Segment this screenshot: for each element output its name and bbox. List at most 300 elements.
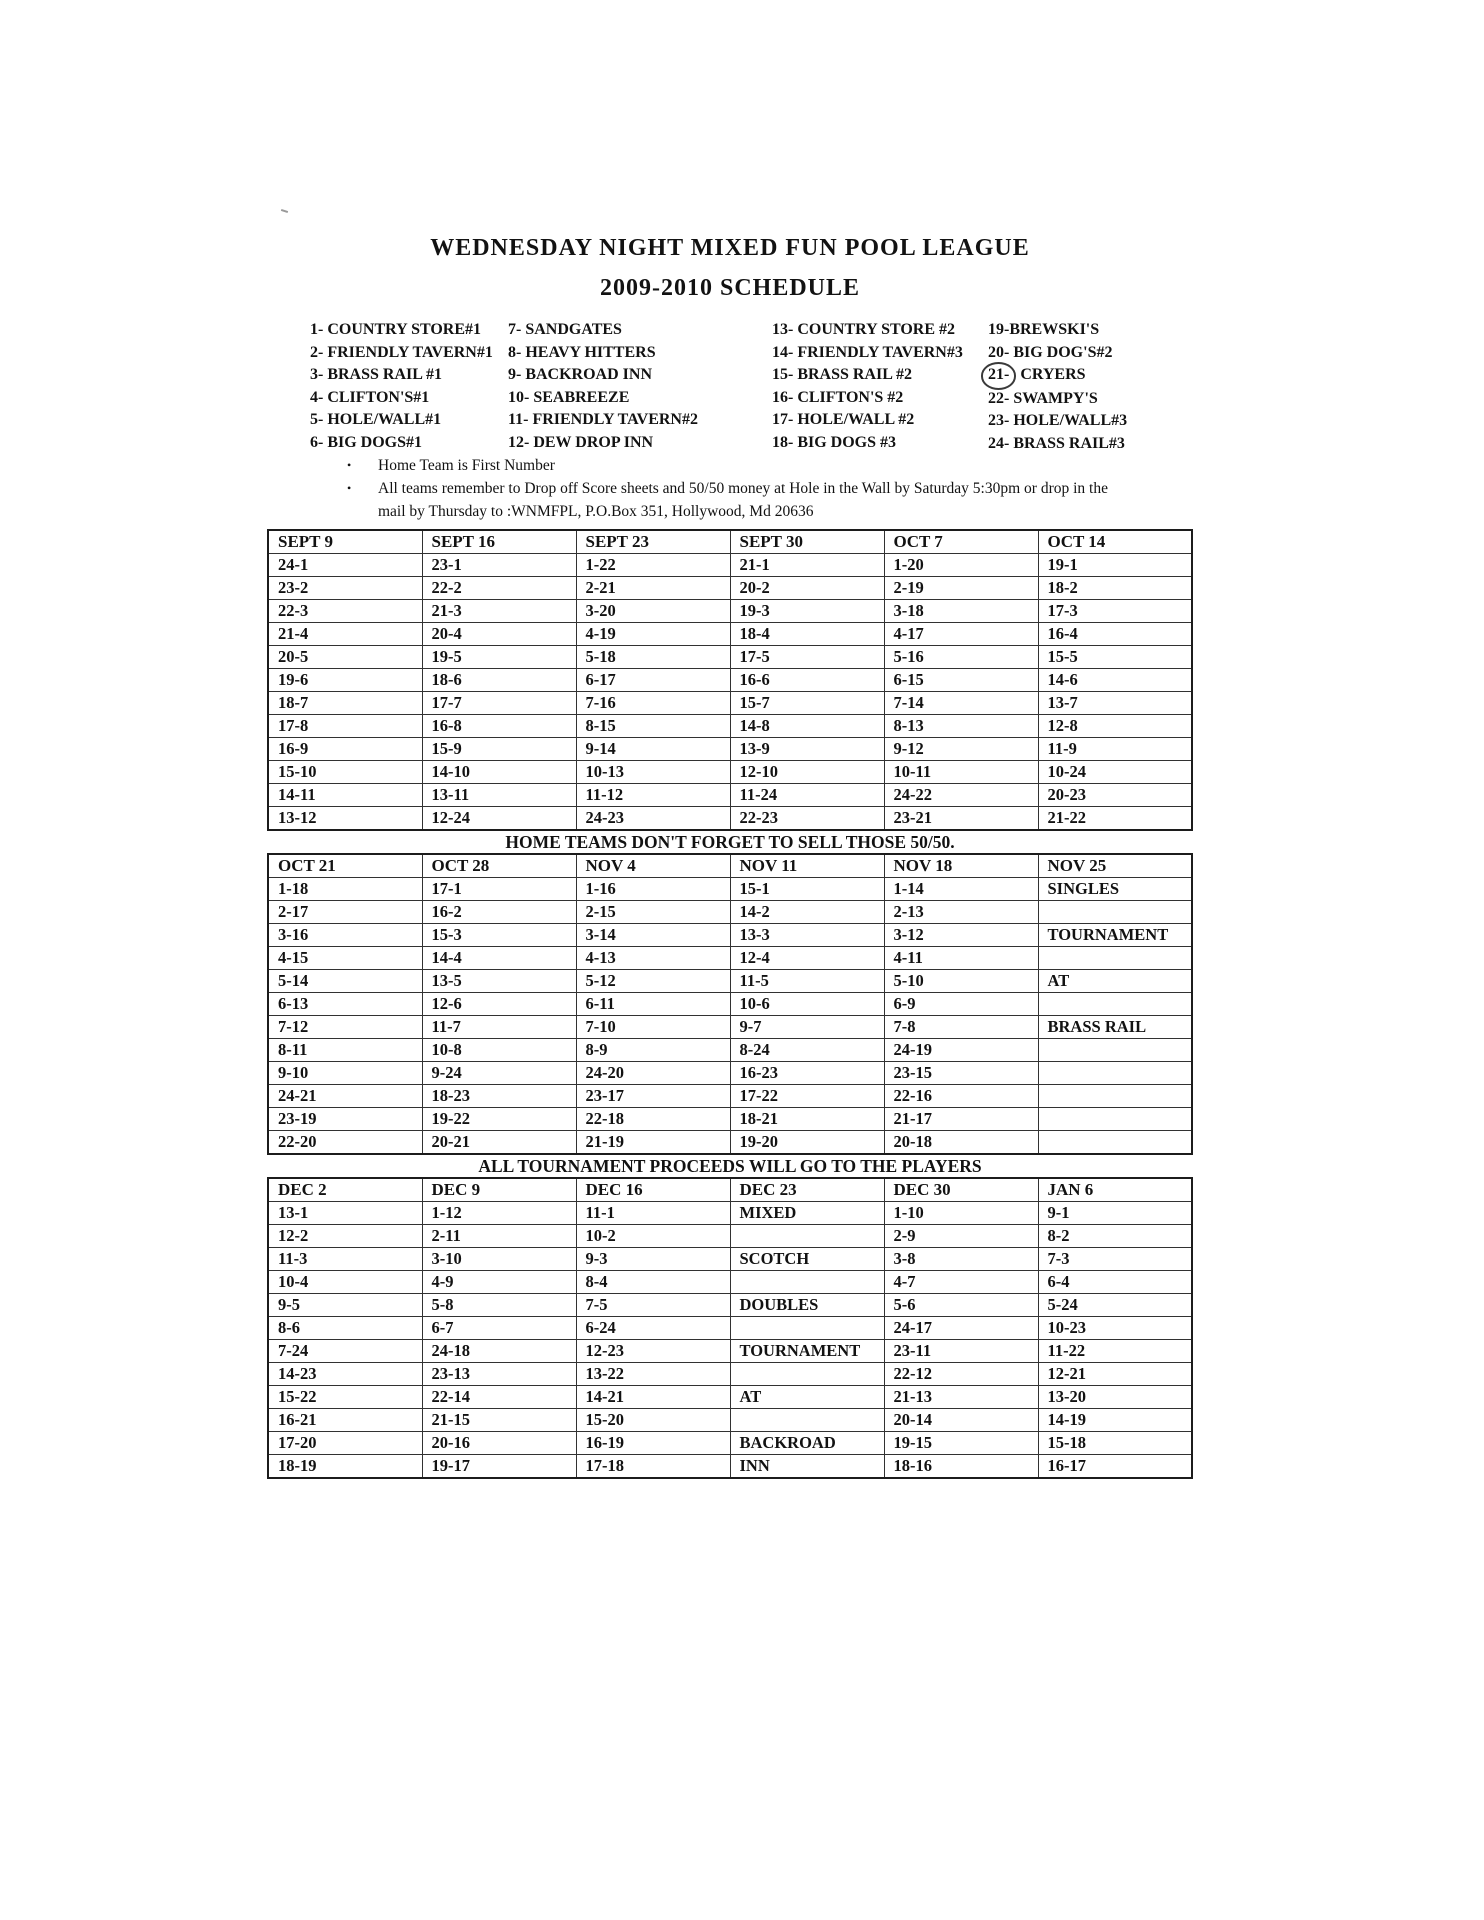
legend-column-2 bbox=[508, 319, 698, 454]
matchup-cell: 16-9 bbox=[268, 738, 422, 761]
matchup-row bbox=[268, 1016, 1192, 1039]
legend-team-item: 8- HEAVY HITTERS bbox=[508, 343, 656, 361]
matchup-cell: 16-19 bbox=[576, 1432, 730, 1455]
matchup-cell: 11-7 bbox=[422, 1016, 576, 1039]
week-header: SEPT 23 bbox=[576, 530, 730, 554]
matchup-cell: 21-19 bbox=[576, 1131, 730, 1155]
matchup-row bbox=[268, 1108, 1192, 1131]
matchup-cell bbox=[730, 1271, 884, 1294]
matchup-cell: 6-17 bbox=[576, 669, 730, 692]
legend-team-item: 6- BIG DOGS#1 bbox=[310, 433, 423, 451]
matchup-cell bbox=[730, 1225, 884, 1248]
matchup-cell bbox=[1038, 993, 1192, 1016]
legend-team-item: 11- FRIENDLY TAVERN#2 bbox=[508, 411, 698, 428]
matchup-cell: 6-7 bbox=[422, 1317, 576, 1340]
week-header: SEPT 9 bbox=[268, 530, 422, 554]
matchup-row bbox=[268, 1317, 1192, 1340]
matchup-cell: 15-20 bbox=[576, 1409, 730, 1432]
matchup-cell: 8-24 bbox=[730, 1039, 884, 1062]
matchup-cell: 3-18 bbox=[884, 600, 1038, 623]
matchup-cell: 17-5 bbox=[730, 646, 884, 669]
matchup-cell: 22-23 bbox=[730, 807, 884, 831]
week-header: NOV 11 bbox=[730, 854, 884, 878]
matchup-cell: 10-4 bbox=[268, 1271, 422, 1294]
matchup-cell: SCOTCH bbox=[730, 1248, 884, 1271]
matchup-row bbox=[268, 669, 1192, 692]
bullet-icon: • bbox=[347, 458, 352, 472]
matchup-cell: 16-2 bbox=[422, 901, 576, 924]
matchup-row bbox=[268, 715, 1192, 738]
matchup-cell: 24-19 bbox=[884, 1039, 1038, 1062]
matchup-cell: BACKROAD bbox=[730, 1432, 884, 1455]
legend-team-item: 19-BREWSKI'S bbox=[988, 321, 1100, 338]
matchup-row bbox=[268, 577, 1192, 600]
matchup-cell: 14-11 bbox=[268, 784, 422, 807]
matchup-cell: 20-18 bbox=[884, 1131, 1038, 1155]
matchup-row bbox=[268, 761, 1192, 784]
matchup-cell: 21-17 bbox=[884, 1108, 1038, 1131]
week-header: OCT 21 bbox=[268, 854, 422, 878]
legend-team-item: 1- COUNTRY STORE#1 bbox=[310, 321, 482, 338]
legend-team-item: 16- CLIFTON'S #2 bbox=[772, 388, 904, 406]
matchup-cell: 19-17 bbox=[422, 1455, 576, 1479]
matchup-cell: 21-4 bbox=[268, 623, 422, 646]
matchup-cell: 5-16 bbox=[884, 646, 1038, 669]
matchup-cell: 18-4 bbox=[730, 623, 884, 646]
matchup-cell: 6-13 bbox=[268, 993, 422, 1016]
matchup-cell: 20-5 bbox=[268, 646, 422, 669]
matchup-cell: 10-11 bbox=[884, 761, 1038, 784]
matchup-cell: 21-3 bbox=[422, 600, 576, 623]
matchup-row bbox=[268, 901, 1192, 924]
matchup-cell: 8-11 bbox=[268, 1039, 422, 1062]
matchup-cell: 1-20 bbox=[884, 554, 1038, 577]
matchup-cell: 14-4 bbox=[422, 947, 576, 970]
legend-column-4 bbox=[988, 319, 1127, 455]
matchup-cell: 5-6 bbox=[884, 1294, 1038, 1317]
matchup-cell: 3-16 bbox=[268, 924, 422, 947]
matchup-cell: 19-3 bbox=[730, 600, 884, 623]
week-header: NOV 18 bbox=[884, 854, 1038, 878]
legend-team-item: 4- CLIFTON'S#1 bbox=[310, 388, 430, 406]
matchup-cell: 4-13 bbox=[576, 947, 730, 970]
matchup-cell: 13-5 bbox=[422, 970, 576, 993]
matchup-cell: 6-11 bbox=[576, 993, 730, 1016]
matchup-cell: 15-1 bbox=[730, 878, 884, 901]
matchup-cell: 5-12 bbox=[576, 970, 730, 993]
matchup-cell: 18-23 bbox=[422, 1085, 576, 1108]
matchup-row bbox=[268, 1225, 1192, 1248]
matchup-cell: 9-14 bbox=[576, 738, 730, 761]
matchup-cell: 13-22 bbox=[576, 1363, 730, 1386]
matchup-cell: 11-22 bbox=[1038, 1340, 1192, 1363]
matchup-cell: 7-8 bbox=[884, 1016, 1038, 1039]
matchup-cell: 6-9 bbox=[884, 993, 1038, 1016]
matchup-cell: 6-24 bbox=[576, 1317, 730, 1340]
matchup-cell: 13-12 bbox=[268, 807, 422, 831]
matchup-cell: 11-24 bbox=[730, 784, 884, 807]
matchup-cell: 15-18 bbox=[1038, 1432, 1192, 1455]
matchup-cell: 20-2 bbox=[730, 577, 884, 600]
matchup-cell: 16-8 bbox=[422, 715, 576, 738]
matchup-row bbox=[268, 970, 1192, 993]
matchup-cell: 24-1 bbox=[268, 554, 422, 577]
matchup-cell: 23-15 bbox=[884, 1062, 1038, 1085]
matchup-cell: 1-10 bbox=[884, 1202, 1038, 1225]
note-text: All teams remember to Drop off Score sheets and 50/50 money at Hole in the Wall by Saturday 5:30pm or drop in the mail by Thursday to :WNMFPL, P.O.Box 351, Hollywood, Md 20636 bbox=[378, 480, 1108, 520]
matchup-cell: 9-12 bbox=[884, 738, 1038, 761]
matchup-cell: MIXED bbox=[730, 1202, 884, 1225]
note-item bbox=[347, 477, 1177, 523]
matchup-cell: 15-7 bbox=[730, 692, 884, 715]
matchup-cell: 7-5 bbox=[576, 1294, 730, 1317]
matchup-cell: 19-15 bbox=[884, 1432, 1038, 1455]
matchup-cell: 16-23 bbox=[730, 1062, 884, 1085]
matchup-cell: 14-21 bbox=[576, 1386, 730, 1409]
matchup-cell bbox=[1038, 1131, 1192, 1155]
matchup-cell: 16-6 bbox=[730, 669, 884, 692]
matchup-row bbox=[268, 1085, 1192, 1108]
matchup-cell: 5-8 bbox=[422, 1294, 576, 1317]
matchup-cell bbox=[730, 1317, 884, 1340]
matchup-cell: 12-8 bbox=[1038, 715, 1192, 738]
matchup-cell: 12-24 bbox=[422, 807, 576, 831]
matchup-cell: 8-15 bbox=[576, 715, 730, 738]
matchup-cell: 20-4 bbox=[422, 623, 576, 646]
matchup-cell: 7-14 bbox=[884, 692, 1038, 715]
matchup-cell: 4-15 bbox=[268, 947, 422, 970]
matchup-cell: 11-3 bbox=[268, 1248, 422, 1271]
matchup-cell: 19-5 bbox=[422, 646, 576, 669]
scan-artifact bbox=[281, 209, 288, 213]
matchup-cell: 17-8 bbox=[268, 715, 422, 738]
matchup-cell: 12-4 bbox=[730, 947, 884, 970]
matchup-row bbox=[268, 623, 1192, 646]
matchup-cell: 19-1 bbox=[1038, 554, 1192, 577]
matchup-cell: 10-24 bbox=[1038, 761, 1192, 784]
matchup-cell: 3-8 bbox=[884, 1248, 1038, 1271]
matchup-cell: 24-22 bbox=[884, 784, 1038, 807]
matchup-cell: 24-21 bbox=[268, 1085, 422, 1108]
matchup-cell: 15-3 bbox=[422, 924, 576, 947]
matchup-cell: 21-15 bbox=[422, 1409, 576, 1432]
matchup-cell: INN bbox=[730, 1455, 884, 1479]
matchup-row bbox=[268, 924, 1192, 947]
matchup-cell: 14-6 bbox=[1038, 669, 1192, 692]
matchup-cell: 24-17 bbox=[884, 1317, 1038, 1340]
matchup-cell: 12-23 bbox=[576, 1340, 730, 1363]
matchup-cell: 13-20 bbox=[1038, 1386, 1192, 1409]
matchup-cell: 1-22 bbox=[576, 554, 730, 577]
matchup-cell: 3-10 bbox=[422, 1248, 576, 1271]
matchup-cell: 14-8 bbox=[730, 715, 884, 738]
matchup-cell: 2-19 bbox=[884, 577, 1038, 600]
matchup-row bbox=[268, 1248, 1192, 1271]
matchup-cell: 2-17 bbox=[268, 901, 422, 924]
matchup-cell: 8-4 bbox=[576, 1271, 730, 1294]
matchup-cell: 11-1 bbox=[576, 1202, 730, 1225]
schedule-banner: HOME TEAMS DON'T FORGET TO SELL THOSE 50/50. bbox=[505, 832, 955, 852]
week-header: OCT 14 bbox=[1038, 530, 1192, 554]
matchup-cell: 13-1 bbox=[268, 1202, 422, 1225]
week-header: DEC 16 bbox=[576, 1178, 730, 1202]
matchup-cell: 18-2 bbox=[1038, 577, 1192, 600]
week-header-row bbox=[268, 854, 1192, 878]
circle-annotation: 21- bbox=[981, 362, 1016, 390]
matchup-cell: 5-10 bbox=[884, 970, 1038, 993]
matchup-cell: 24-18 bbox=[422, 1340, 576, 1363]
matchup-cell: 7-10 bbox=[576, 1016, 730, 1039]
matchup-cell: 17-1 bbox=[422, 878, 576, 901]
matchup-cell: DOUBLES bbox=[730, 1294, 884, 1317]
matchup-cell: 5-14 bbox=[268, 970, 422, 993]
legend-team-item: 14- FRIENDLY TAVERN#3 bbox=[772, 343, 963, 361]
matchup-cell: AT bbox=[1038, 970, 1192, 993]
matchup-cell: 10-13 bbox=[576, 761, 730, 784]
schedule-banner: ALL TOURNAMENT PROCEEDS WILL GO TO THE PLAYERS bbox=[478, 1156, 982, 1176]
matchup-cell: 13-3 bbox=[730, 924, 884, 947]
schedule-section bbox=[267, 529, 1193, 1479]
matchup-row bbox=[268, 1131, 1192, 1155]
matchup-cell bbox=[1038, 1039, 1192, 1062]
matchup-cell: 16-4 bbox=[1038, 623, 1192, 646]
legend-column-3 bbox=[772, 319, 963, 454]
matchup-cell: 6-15 bbox=[884, 669, 1038, 692]
matchup-cell: 2-15 bbox=[576, 901, 730, 924]
matchup-cell: AT bbox=[730, 1386, 884, 1409]
matchup-row bbox=[268, 1294, 1192, 1317]
matchup-row bbox=[268, 807, 1192, 831]
title-line-1: WEDNESDAY NIGHT MIXED FUN POOL LEAGUE bbox=[430, 235, 1030, 261]
matchup-cell: 23-19 bbox=[268, 1108, 422, 1131]
matchup-cell: 5-24 bbox=[1038, 1294, 1192, 1317]
matchup-row bbox=[268, 738, 1192, 761]
matchup-cell: 12-10 bbox=[730, 761, 884, 784]
matchup-cell: 18-19 bbox=[268, 1455, 422, 1479]
matchup-cell: 3-20 bbox=[576, 600, 730, 623]
matchup-row bbox=[268, 784, 1192, 807]
matchup-row bbox=[268, 878, 1192, 901]
schedule-table-1 bbox=[267, 529, 1193, 831]
notes-section bbox=[347, 454, 1177, 523]
matchup-cell: 17-20 bbox=[268, 1432, 422, 1455]
matchup-cell: 1-14 bbox=[884, 878, 1038, 901]
matchup-cell: 1-18 bbox=[268, 878, 422, 901]
legend-team-item: 2- FRIENDLY TAVERN#1 bbox=[310, 343, 493, 361]
matchup-cell: 17-18 bbox=[576, 1455, 730, 1479]
week-header: NOV 25 bbox=[1038, 854, 1192, 878]
legend-team-item: 5- HOLE/WALL#1 bbox=[310, 411, 442, 428]
matchup-cell bbox=[1038, 1062, 1192, 1085]
matchup-cell: 24-23 bbox=[576, 807, 730, 831]
schedule-table-3 bbox=[267, 1177, 1193, 1479]
matchup-cell: SINGLES bbox=[1038, 878, 1192, 901]
matchup-cell bbox=[1038, 947, 1192, 970]
matchup-cell: 20-14 bbox=[884, 1409, 1038, 1432]
matchup-cell: 14-2 bbox=[730, 901, 884, 924]
matchup-cell: 7-12 bbox=[268, 1016, 422, 1039]
legend-team-item: 3- BRASS RAIL #1 bbox=[310, 366, 443, 383]
matchup-cell: 17-22 bbox=[730, 1085, 884, 1108]
matchup-cell bbox=[730, 1363, 884, 1386]
matchup-cell: 9-10 bbox=[268, 1062, 422, 1085]
matchup-cell: 19-20 bbox=[730, 1131, 884, 1155]
legend-team-item: 22- SWAMPY'S bbox=[988, 389, 1098, 407]
legend-team-item: 12- DEW DROP INN bbox=[508, 433, 654, 451]
matchup-cell: 7-3 bbox=[1038, 1248, 1192, 1271]
matchup-row bbox=[268, 1455, 1192, 1479]
document-title bbox=[267, 228, 1193, 308]
matchup-cell: 14-23 bbox=[268, 1363, 422, 1386]
week-header: OCT 28 bbox=[422, 854, 576, 878]
matchup-cell: 11-9 bbox=[1038, 738, 1192, 761]
matchup-row bbox=[268, 1039, 1192, 1062]
week-header: DEC 23 bbox=[730, 1178, 884, 1202]
matchup-row bbox=[268, 1432, 1192, 1455]
week-header-row bbox=[268, 530, 1192, 554]
legend-team-item: 24- BRASS RAIL#3 bbox=[988, 434, 1125, 452]
legend-team-item: 13- COUNTRY STORE #2 bbox=[772, 321, 956, 338]
matchup-cell: 7-16 bbox=[576, 692, 730, 715]
matchup-cell: 15-10 bbox=[268, 761, 422, 784]
matchup-cell: 16-17 bbox=[1038, 1455, 1192, 1479]
matchup-row bbox=[268, 993, 1192, 1016]
matchup-row bbox=[268, 1340, 1192, 1363]
matchup-cell: 11-5 bbox=[730, 970, 884, 993]
matchup-cell: 22-14 bbox=[422, 1386, 576, 1409]
legend-team-item: 7- SANDGATES bbox=[508, 321, 622, 338]
matchup-row bbox=[268, 1386, 1192, 1409]
matchup-cell: 5-18 bbox=[576, 646, 730, 669]
matchup-cell: 8-6 bbox=[268, 1317, 422, 1340]
matchup-cell: 3-14 bbox=[576, 924, 730, 947]
matchup-cell: 11-12 bbox=[576, 784, 730, 807]
legend-column-1 bbox=[310, 319, 493, 454]
matchup-cell: 18-7 bbox=[268, 692, 422, 715]
matchup-cell: 20-23 bbox=[1038, 784, 1192, 807]
week-header: NOV 4 bbox=[576, 854, 730, 878]
matchup-cell: 2-11 bbox=[422, 1225, 576, 1248]
matchup-row bbox=[268, 692, 1192, 715]
matchup-cell: 2-9 bbox=[884, 1225, 1038, 1248]
matchup-cell: 21-1 bbox=[730, 554, 884, 577]
week-header: DEC 2 bbox=[268, 1178, 422, 1202]
matchup-cell: 20-16 bbox=[422, 1432, 576, 1455]
matchup-cell: 23-2 bbox=[268, 577, 422, 600]
matchup-cell: 22-2 bbox=[422, 577, 576, 600]
matchup-cell: 23-17 bbox=[576, 1085, 730, 1108]
matchup-cell: 10-23 bbox=[1038, 1317, 1192, 1340]
matchup-cell: 17-7 bbox=[422, 692, 576, 715]
matchup-cell: 8-13 bbox=[884, 715, 1038, 738]
matchup-cell: 10-8 bbox=[422, 1039, 576, 1062]
matchup-cell: 17-3 bbox=[1038, 600, 1192, 623]
schedule-table-2 bbox=[267, 853, 1193, 1155]
matchup-row bbox=[268, 947, 1192, 970]
legend-team-item: 21- CRYERS bbox=[988, 364, 1127, 388]
matchup-cell: 1-12 bbox=[422, 1202, 576, 1225]
legend-team-item: 23- HOLE/WALL#3 bbox=[988, 412, 1128, 429]
legend-team-item: 15- BRASS RAIL #2 bbox=[772, 366, 913, 383]
matchup-cell: 8-2 bbox=[1038, 1225, 1192, 1248]
note-item bbox=[347, 454, 1177, 477]
matchup-cell: BRASS RAIL bbox=[1038, 1016, 1192, 1039]
matchup-cell: 9-1 bbox=[1038, 1202, 1192, 1225]
week-header: OCT 7 bbox=[884, 530, 1038, 554]
matchup-cell: 4-19 bbox=[576, 623, 730, 646]
matchup-cell: 4-11 bbox=[884, 947, 1038, 970]
matchup-row bbox=[268, 554, 1192, 577]
legend-team-item: 17- HOLE/WALL #2 bbox=[772, 411, 915, 428]
note-text: Home Team is First Number bbox=[378, 457, 555, 474]
week-header: JAN 6 bbox=[1038, 1178, 1192, 1202]
notes-list bbox=[347, 454, 1177, 523]
matchup-cell: 3-12 bbox=[884, 924, 1038, 947]
matchup-row bbox=[268, 600, 1192, 623]
matchup-cell bbox=[730, 1409, 884, 1432]
matchup-row bbox=[268, 1409, 1192, 1432]
matchup-cell: 22-18 bbox=[576, 1108, 730, 1131]
legend-team-item: 20- BIG DOG'S#2 bbox=[988, 343, 1113, 361]
matchup-cell: 20-21 bbox=[422, 1131, 576, 1155]
matchup-row bbox=[268, 646, 1192, 669]
week-header-row bbox=[268, 1178, 1192, 1202]
matchup-cell: 22-12 bbox=[884, 1363, 1038, 1386]
matchup-cell: 14-19 bbox=[1038, 1409, 1192, 1432]
matchup-cell: 10-6 bbox=[730, 993, 884, 1016]
matchup-cell: 12-21 bbox=[1038, 1363, 1192, 1386]
matchup-row bbox=[268, 1363, 1192, 1386]
legend-team-item: 18- BIG DOGS #3 bbox=[772, 433, 897, 451]
week-header: SEPT 30 bbox=[730, 530, 884, 554]
matchup-cell: 15-9 bbox=[422, 738, 576, 761]
matchup-cell: 10-2 bbox=[576, 1225, 730, 1248]
matchup-cell: 22-3 bbox=[268, 600, 422, 623]
matchup-cell: 4-9 bbox=[422, 1271, 576, 1294]
matchup-cell: 21-13 bbox=[884, 1386, 1038, 1409]
matchup-cell: 6-4 bbox=[1038, 1271, 1192, 1294]
matchup-cell bbox=[1038, 1085, 1192, 1108]
matchup-cell: 23-1 bbox=[422, 554, 576, 577]
matchup-cell: 2-21 bbox=[576, 577, 730, 600]
matchup-row bbox=[268, 1271, 1192, 1294]
matchup-cell bbox=[1038, 901, 1192, 924]
matchup-cell: 21-22 bbox=[1038, 807, 1192, 831]
matchup-cell bbox=[1038, 1108, 1192, 1131]
bullet-icon: • bbox=[347, 481, 352, 495]
matchup-cell: TOURNAMENT bbox=[1038, 924, 1192, 947]
matchup-cell: 16-21 bbox=[268, 1409, 422, 1432]
matchup-cell: 8-9 bbox=[576, 1039, 730, 1062]
matchup-cell: 13-7 bbox=[1038, 692, 1192, 715]
matchup-cell: 19-22 bbox=[422, 1108, 576, 1131]
matchup-cell: 24-20 bbox=[576, 1062, 730, 1085]
matchup-cell: 9-7 bbox=[730, 1016, 884, 1039]
matchup-cell: 23-11 bbox=[884, 1340, 1038, 1363]
matchup-cell: 4-17 bbox=[884, 623, 1038, 646]
matchup-cell: 9-5 bbox=[268, 1294, 422, 1317]
matchup-cell: 12-2 bbox=[268, 1225, 422, 1248]
matchup-cell: 22-16 bbox=[884, 1085, 1038, 1108]
matchup-cell: 22-20 bbox=[268, 1131, 422, 1155]
matchup-cell: 4-7 bbox=[884, 1271, 1038, 1294]
matchup-cell: TOURNAMENT bbox=[730, 1340, 884, 1363]
week-header: DEC 9 bbox=[422, 1178, 576, 1202]
matchup-row bbox=[268, 1062, 1192, 1085]
matchup-cell: 23-13 bbox=[422, 1363, 576, 1386]
week-header: DEC 30 bbox=[884, 1178, 1038, 1202]
matchup-cell: 15-5 bbox=[1038, 646, 1192, 669]
